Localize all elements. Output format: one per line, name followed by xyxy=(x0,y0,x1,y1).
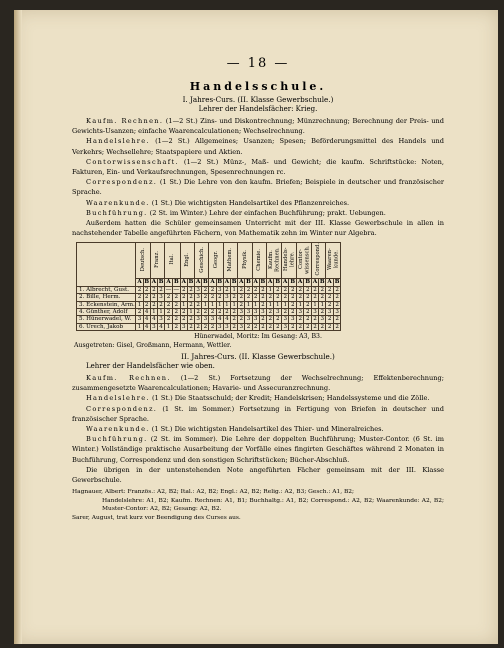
grade-cell: 3 xyxy=(182,323,186,330)
grade-cell: 2 xyxy=(137,294,142,301)
grade-cell: 2 xyxy=(313,316,317,323)
table-row xyxy=(77,316,341,323)
grade-cell: 2 xyxy=(313,286,317,293)
grade-cell: 2 xyxy=(327,294,332,301)
table-ab-header: A xyxy=(151,279,157,286)
grade-cell: 2 xyxy=(182,316,186,323)
table-ab-header: A xyxy=(224,279,230,286)
grades-table-wrapper xyxy=(76,242,444,331)
table-ab-header: B xyxy=(231,279,237,286)
grade-cell: 2 xyxy=(290,309,295,316)
grade-cell: 2 xyxy=(261,323,265,330)
subject-text: (1 St.) Die Lehre von den kaufm. Briefen; Beispiele in deutscher und französischer Sprache. xyxy=(72,178,444,197)
grade-cell: 2 xyxy=(239,301,244,308)
grade-cell: 3 xyxy=(225,323,229,330)
grade-cell: 1 xyxy=(159,309,163,316)
subject-label: Geogr. xyxy=(212,251,219,269)
grade-cell: 2 xyxy=(275,286,280,293)
grade-cell: 2 xyxy=(275,323,280,330)
subject-paragraph xyxy=(72,373,444,393)
grade-cell: 3 xyxy=(327,309,332,316)
table-ab-header: A xyxy=(327,279,332,286)
grade-cell: 2 xyxy=(253,323,258,330)
table-row xyxy=(77,286,341,293)
subject-paragraph xyxy=(72,465,444,485)
grade-cell: 4 xyxy=(144,316,149,323)
grades-line-2: Handelslehre: A1, B2; Kaufm. Rechnen: A1, B1; Buchhaltg.: A1, B2; Correspond.: A2, B2; Waarenkunde: A2, B2; Muster-Contor: A2, B2; Gesang: A2, B2. xyxy=(102,497,444,513)
grade-cell: 2 xyxy=(152,294,156,301)
grade-cell: 2 xyxy=(305,301,310,308)
page-content xyxy=(72,56,444,522)
subject-paragraph xyxy=(72,136,444,156)
grade-cell: 3 xyxy=(196,316,200,323)
subject-lead: Kaufm. Rechnen. xyxy=(86,374,171,383)
table-ab-header: A xyxy=(239,279,244,286)
grade-cell: 2 xyxy=(268,309,272,316)
student-name: 3. Eckenstein, Arm. xyxy=(77,301,136,308)
grade-cell: 3 xyxy=(253,309,258,316)
subject-lead: Contorwissenschaft. xyxy=(86,157,179,166)
grade-cell: 2 xyxy=(189,323,193,330)
grade-cell: 2 xyxy=(327,301,332,308)
table-ab-header: B xyxy=(203,279,208,286)
grade-cell: 3 xyxy=(320,316,325,323)
grades-line-3: Sarer, August, trat kurz vor Beendigung des Curses aus. xyxy=(72,514,241,521)
table-subject-header xyxy=(165,243,181,279)
grade-cell: 2 xyxy=(298,323,302,330)
page-number: — 18 — xyxy=(226,56,290,71)
table-ab-header: A xyxy=(210,279,215,286)
grade-cell: 1 xyxy=(268,301,272,308)
grade-cell: 3 xyxy=(196,286,200,293)
grade-cell: 3 xyxy=(217,286,222,293)
grade-cell: 3 xyxy=(246,309,251,316)
table-row xyxy=(77,294,341,301)
grade-cell: 2 xyxy=(165,294,173,301)
subject-text: (1 St.) Die wichtigsten Handelsartikel des Thier- und Mineralreiches. xyxy=(149,425,384,434)
grade-cell: 3 xyxy=(298,309,302,316)
grade-cell: 3 xyxy=(225,294,229,301)
grade-cell: 1 xyxy=(225,301,229,308)
table-body xyxy=(77,286,341,330)
grade-cell: 2 xyxy=(203,323,208,330)
table-ab-header: A xyxy=(253,279,258,286)
table-ab-header: B xyxy=(334,279,340,286)
table-note-withdrawn: Ausgetreten: Gisel, Großmann, Hermann, Wettler. xyxy=(74,341,232,349)
grade-cell: 1 xyxy=(203,301,208,308)
table-ab-header: B xyxy=(173,279,179,286)
table-subject-header xyxy=(252,243,266,279)
table-subject-header xyxy=(195,243,209,279)
subject-label: Franz. xyxy=(154,251,161,269)
table-row xyxy=(77,301,341,308)
grade-cell: 2 xyxy=(189,294,193,301)
grade-cell: 2 xyxy=(261,301,265,308)
grade-cell: 2 xyxy=(182,286,186,293)
subject-paragraph xyxy=(72,208,444,218)
course2-heading: II. Jahres-Curs. (II. Klasse Gewerbschule.) xyxy=(181,352,335,362)
grade-cell: 1 xyxy=(232,301,236,308)
grade-cell: — xyxy=(173,286,180,293)
student-name: 4. Günther, Adolf xyxy=(77,309,136,316)
grade-cell: 2 xyxy=(189,301,193,308)
grade-cell: 2 xyxy=(210,323,215,330)
grade-cell: 2 xyxy=(313,294,317,301)
grade-cell: 2 xyxy=(313,323,317,330)
grade-cell: 2 xyxy=(232,316,236,323)
grade-cell: 3 xyxy=(290,316,295,323)
grade-cell: 2 xyxy=(327,316,332,323)
subject-label: Contor-wissensch. xyxy=(297,245,310,274)
subject-text: (1—2 St.) Fortsetzung der Wechselrechnung; Effektenberechnung; zusammengesetzte Waarencalculationen; Havarie- und Assecuranzrechnung. xyxy=(72,374,444,393)
grade-cell: 1 xyxy=(253,301,258,308)
grade-cell: 3 xyxy=(159,316,163,323)
subject-text: (2 St. im Winter.) Lehre der einfachen Buchführung; prakt. Uebungen. xyxy=(147,208,386,217)
grade-cell: 2 xyxy=(232,294,236,301)
subject-lead: Correspondenz. xyxy=(86,178,158,187)
table-subject-header xyxy=(281,243,296,279)
grade-cell: 2 xyxy=(196,301,200,308)
grade-cell: 2 xyxy=(261,316,265,323)
grade-cell: 2 xyxy=(261,286,265,293)
table-subject-header xyxy=(209,243,223,279)
grade-cell: 2 xyxy=(210,294,215,301)
subject-lead: Handelslehre. xyxy=(86,137,150,146)
grade-cell: 2 xyxy=(305,316,310,323)
grade-cell: 2 xyxy=(253,294,258,301)
grade-cell: 3 xyxy=(217,323,222,330)
subject-label: Deutsch. xyxy=(139,248,146,272)
grade-cell: 2 xyxy=(232,323,236,330)
table-ab-header: A xyxy=(283,279,288,286)
table-note-singing: Hünerwadel, Moritz: Im Gesang: A3, B3. xyxy=(194,333,322,341)
grade-cell: 2 xyxy=(165,309,173,316)
grade-cell: 1 xyxy=(189,309,193,316)
grade-cell: 2 xyxy=(232,309,236,316)
grade-cell: 4 xyxy=(159,323,163,330)
grade-cell: 2 xyxy=(246,323,251,330)
table-row xyxy=(77,309,341,316)
grade-cell: 2 xyxy=(305,323,310,330)
grade-cell: 2 xyxy=(253,286,258,293)
grade-cell: 2 xyxy=(189,316,193,323)
grade-cell: 2 xyxy=(268,316,272,323)
grade-cell: 2 xyxy=(320,323,325,330)
table-ab-header: B xyxy=(217,279,223,286)
grade-cell: 1 xyxy=(298,301,302,308)
grade-cell: 2 xyxy=(182,309,186,316)
table-subject-header xyxy=(296,243,311,279)
course2-subjects xyxy=(72,373,444,485)
table-subject-header xyxy=(136,243,150,279)
grade-cell: 3 xyxy=(196,294,200,301)
student-name: 1. Albrecht, Gust. xyxy=(77,286,136,293)
table-ab-header: B xyxy=(275,279,281,286)
table-ab-header: B xyxy=(246,279,251,286)
table-ab-header: A xyxy=(196,279,201,286)
grade-cell: 2 xyxy=(159,286,163,293)
grade-cell: 1 xyxy=(210,301,215,308)
grade-cell: 2 xyxy=(320,286,325,293)
grade-cell: 2 xyxy=(335,316,339,323)
subject-lead: Correspondenz. xyxy=(86,404,158,413)
grade-cell: 2 xyxy=(159,301,163,308)
subject-text: Außerdem hatten die Schüler gemeinsamen Unterricht mit der III. Klasse Gewerbschule in allen in nachstehender Tabelle angeführten Fächern, von Mathematik zehn im Winter nur Algebra. xyxy=(72,219,444,238)
grade-cell: 2 xyxy=(189,286,193,293)
grade-cell: 1 xyxy=(152,309,156,316)
grade-cell: 2 xyxy=(172,323,180,330)
student-name: 6. Urech, Jakob xyxy=(77,323,136,330)
grade-cell: 3 xyxy=(283,316,287,323)
grade-cell: 3 xyxy=(159,294,163,301)
table-subject-header xyxy=(150,243,164,279)
grade-cell: 3 xyxy=(283,323,287,330)
course1-teacher: Lehrer der Handelsfächer: Krieg. xyxy=(198,105,318,113)
grade-cell: 2 xyxy=(144,301,149,308)
grade-cell: 2 xyxy=(290,323,295,330)
grade-cell: 3 xyxy=(275,309,280,316)
subject-paragraph xyxy=(72,434,444,465)
table-ab-header: A xyxy=(298,279,303,286)
grade-cell: 3 xyxy=(261,309,265,316)
grade-cell: 4 xyxy=(217,316,222,323)
grade-cell: 1 xyxy=(313,301,317,308)
grade-cell: 2 xyxy=(305,286,310,293)
grade-cell: 2 xyxy=(210,309,215,316)
subject-lead: Waarenkunde. xyxy=(86,198,150,207)
table-ab-header: A xyxy=(181,279,186,286)
grade-cell: 2 xyxy=(275,294,280,301)
grade-cell: 2 xyxy=(283,309,287,316)
course2-teacher: Lehrer der Handelsfächer wie oben. xyxy=(86,362,215,371)
page-gutter-shadow xyxy=(14,10,22,644)
table-ab-header: B xyxy=(319,279,325,286)
grade-cell: 2 xyxy=(290,294,295,301)
grade-cell: 2 xyxy=(320,309,325,316)
grade-cell: 2 xyxy=(217,309,222,316)
subject-label: Mathem. xyxy=(227,247,234,272)
table-ab-header: B xyxy=(144,279,150,286)
grade-cell: 2 xyxy=(165,316,173,323)
subject-text: (1—2 St.) Münz-, Maß- und Gewicht; die kaufm. Schriftstücke: Noten, Fakturen, Ein- und Verkaufsrechnungen, Spesenrechnungen rc. xyxy=(72,157,444,177)
grade-cell: 2 xyxy=(327,286,332,293)
subject-text: (1 St. im Sommer.) Fortsetzung in Fertigung von Briefen in deutscher und französischer Sprache. xyxy=(72,404,444,423)
grade-cell: 3 xyxy=(239,309,244,316)
grade-cell: 2 xyxy=(137,286,142,293)
grade-cell: 2 xyxy=(327,323,332,330)
grade-cell: 2 xyxy=(203,309,208,316)
grade-cell: 3 xyxy=(335,309,339,316)
grade-cell: 2 xyxy=(239,286,244,293)
subject-text: (1 St.) Die Staatsschuld; der Kredit; Handelskrisen; Handelssysteme und die Zölle. xyxy=(149,394,430,403)
grade-cell: 1 xyxy=(165,323,173,330)
grade-cell: 2 xyxy=(335,323,339,330)
grade-cell: 2 xyxy=(172,301,180,308)
grade-cell: 1 xyxy=(246,301,251,308)
grade-cell: 3 xyxy=(203,316,208,323)
course2-grades xyxy=(72,488,444,522)
subject-label: Ital. xyxy=(169,254,176,265)
section-title: Handelsschule. xyxy=(189,80,327,93)
grade-cell: 4 xyxy=(144,323,149,330)
grade-cell: — xyxy=(165,286,172,293)
grade-cell: 3 xyxy=(239,323,244,330)
grade-cell: 1 xyxy=(268,286,272,293)
grade-cell: 2 xyxy=(246,286,251,293)
table-subject-header xyxy=(238,243,252,279)
subject-text: (1 St.) Die wichtigsten Handelsartikel des Pflanzenreiches. xyxy=(149,198,350,207)
subject-text: (1—2 St.) Zins- und Diskontrechnung; Münzrechnung; Berechnung der Preis- und Gewichts-Usanzen; einfache Waarencalculationen; Wechselrechnung. xyxy=(72,117,444,136)
table-subject-header-row xyxy=(77,243,341,279)
subject-lead: Kaufm. Rechnen. xyxy=(86,117,164,125)
subject-lead: Waarenkunde. xyxy=(86,425,150,434)
table-name-header xyxy=(77,243,136,286)
grade-cell: 1 xyxy=(275,301,280,308)
grade-cell: 4 xyxy=(152,316,156,323)
grade-cell: 1 xyxy=(217,301,222,308)
grade-cell: 2 xyxy=(172,316,180,323)
grade-cell: 2 xyxy=(152,286,156,293)
subject-label: Chemie. xyxy=(256,248,263,271)
subject-paragraph xyxy=(72,157,444,177)
grade-cell: 2 xyxy=(320,294,325,301)
grade-cell: 2 xyxy=(290,286,295,293)
grade-cell: 2 xyxy=(144,286,149,293)
table-ab-header: A xyxy=(312,279,318,286)
subject-label: Engl. xyxy=(184,252,191,267)
subject-paragraph xyxy=(72,393,444,403)
subject-label: Correspond. xyxy=(315,243,322,276)
grade-cell: 2 xyxy=(210,286,215,293)
table-ab-header: A xyxy=(137,279,142,286)
grades-line-1: Hagnauer, Albert: Französ.: A2, B2; Ital.: A2, B2; Engl.: A2, B2; Relig.: A2, B3; Gesch.: A1, B2; xyxy=(72,489,355,496)
grade-cell: 2 xyxy=(283,294,287,301)
subject-label: Waaren-kunde. xyxy=(326,248,340,271)
subject-paragraph xyxy=(72,198,444,208)
table-row xyxy=(77,323,341,330)
grade-cell: 2 xyxy=(172,294,180,301)
grade-cell: 2 xyxy=(144,294,149,301)
grade-cell: 2 xyxy=(239,316,244,323)
grade-cell: 1 xyxy=(232,286,236,293)
subject-text: Die übrigen in der untenstehenden Note angeführten Fächer gemeinsam mit der III. Klasse Gewerbschule. xyxy=(72,465,444,485)
grade-cell: 2 xyxy=(335,301,339,308)
subject-label: Kaufm. Rechnen. xyxy=(267,247,280,273)
grade-cell: 2 xyxy=(239,294,244,301)
course1-heading: I. Jahres-Curs. (II. Klasse Gewerbschule.) xyxy=(182,95,334,104)
student-name: 2. Bille, Herm. xyxy=(77,294,136,301)
grade-cell: 3 xyxy=(246,316,251,323)
grade-cell: 1 xyxy=(137,323,142,330)
grade-cell: 1 xyxy=(137,301,142,308)
subject-lead: Buchführung. xyxy=(86,208,148,217)
grade-cell: 2 xyxy=(225,309,229,316)
grade-cell: 3 xyxy=(137,316,142,323)
grades-table xyxy=(76,242,341,331)
grade-cell: 1 xyxy=(283,301,287,308)
grade-cell: 2 xyxy=(137,309,142,316)
subject-text: (2 St. im Sommer). Die Lehre der doppelten Buchführung; Muster-Contor. (6 St. im Winter.) Vollständige praktische Ausarbeitung der Vorfälle eines fingirten Geschäftes während 2 Monaten in Buchführung, Correspondenz und den sonstigen Schriftstücken; Bücher-Abschluß. xyxy=(72,435,444,464)
table-ab-header: B xyxy=(188,279,194,286)
subject-paragraph xyxy=(72,177,444,197)
grade-cell: 2 xyxy=(335,286,339,293)
subject-paragraph xyxy=(72,404,444,424)
grade-cell: 2 xyxy=(275,316,280,323)
grade-cell: 4 xyxy=(225,316,229,323)
grade-cell: 2 xyxy=(217,294,222,301)
grade-cell: 2 xyxy=(298,286,302,293)
grade-cell: 3 xyxy=(313,309,317,316)
table-subject-header xyxy=(180,243,194,279)
grade-cell: 2 xyxy=(203,294,208,301)
table-subject-header xyxy=(223,243,237,279)
subject-text: (1—2 St.) Allgemeines; Usanzen; Spesen; Beförderungsmittel des Handels und Verkehrs; Wechsellehre; Staatspapiere und Aktien. xyxy=(72,137,444,156)
table-subject-header xyxy=(311,243,325,279)
grade-cell: 2 xyxy=(290,301,295,308)
table-ab-header: B xyxy=(305,279,311,286)
subject-label: Handels-lehre. xyxy=(282,248,295,272)
grade-cell: 1 xyxy=(320,301,325,308)
table-ab-header: B xyxy=(260,279,266,286)
grade-cell: 2 xyxy=(298,294,302,301)
grade-cell: 2 xyxy=(246,294,251,301)
table-ab-header: B xyxy=(290,279,296,286)
subject-lead: Handelslehre. xyxy=(86,394,150,403)
grade-cell: 2 xyxy=(305,309,310,316)
grade-cell: 2 xyxy=(283,286,287,293)
subject-paragraph xyxy=(72,218,444,238)
grade-cell: 2 xyxy=(172,309,180,316)
grade-cell: 2 xyxy=(268,294,272,301)
subject-paragraph xyxy=(72,424,444,434)
course1-subjects xyxy=(72,116,444,238)
grade-cell: 2 xyxy=(182,294,186,301)
grade-cell: 2 xyxy=(225,286,229,293)
grade-cell: 3 xyxy=(210,316,215,323)
table-ab-header: A xyxy=(166,279,171,286)
grade-cell: 3 xyxy=(152,323,156,330)
grade-cell: 2 xyxy=(305,294,310,301)
grade-cell: 2 xyxy=(203,286,208,293)
table-ab-header: A xyxy=(268,279,273,286)
grade-cell: 2 xyxy=(165,301,173,308)
grade-cell: 2 xyxy=(298,316,302,323)
subject-label: Geschich. xyxy=(198,246,205,273)
grade-cell: 2 xyxy=(196,323,200,330)
grade-cell: 2 xyxy=(335,294,339,301)
table-ab-header: B xyxy=(158,279,164,286)
grade-cell: 2 xyxy=(268,323,272,330)
table-subject-header xyxy=(326,243,341,279)
subject-lead: Buchführung. xyxy=(86,435,148,444)
grade-cell: 2 xyxy=(261,294,265,301)
grade-cell: 2 xyxy=(196,309,200,316)
grade-cell: 2 xyxy=(152,301,156,308)
table-subject-header xyxy=(266,243,281,279)
grade-cell: 4 xyxy=(144,309,149,316)
subject-label: Physik. xyxy=(241,250,248,270)
student-name: 5. Hünerwadel, W. xyxy=(77,316,136,323)
subject-paragraph xyxy=(72,116,444,136)
grade-cell: 3 xyxy=(253,316,258,323)
grade-cell: 1 xyxy=(182,301,186,308)
